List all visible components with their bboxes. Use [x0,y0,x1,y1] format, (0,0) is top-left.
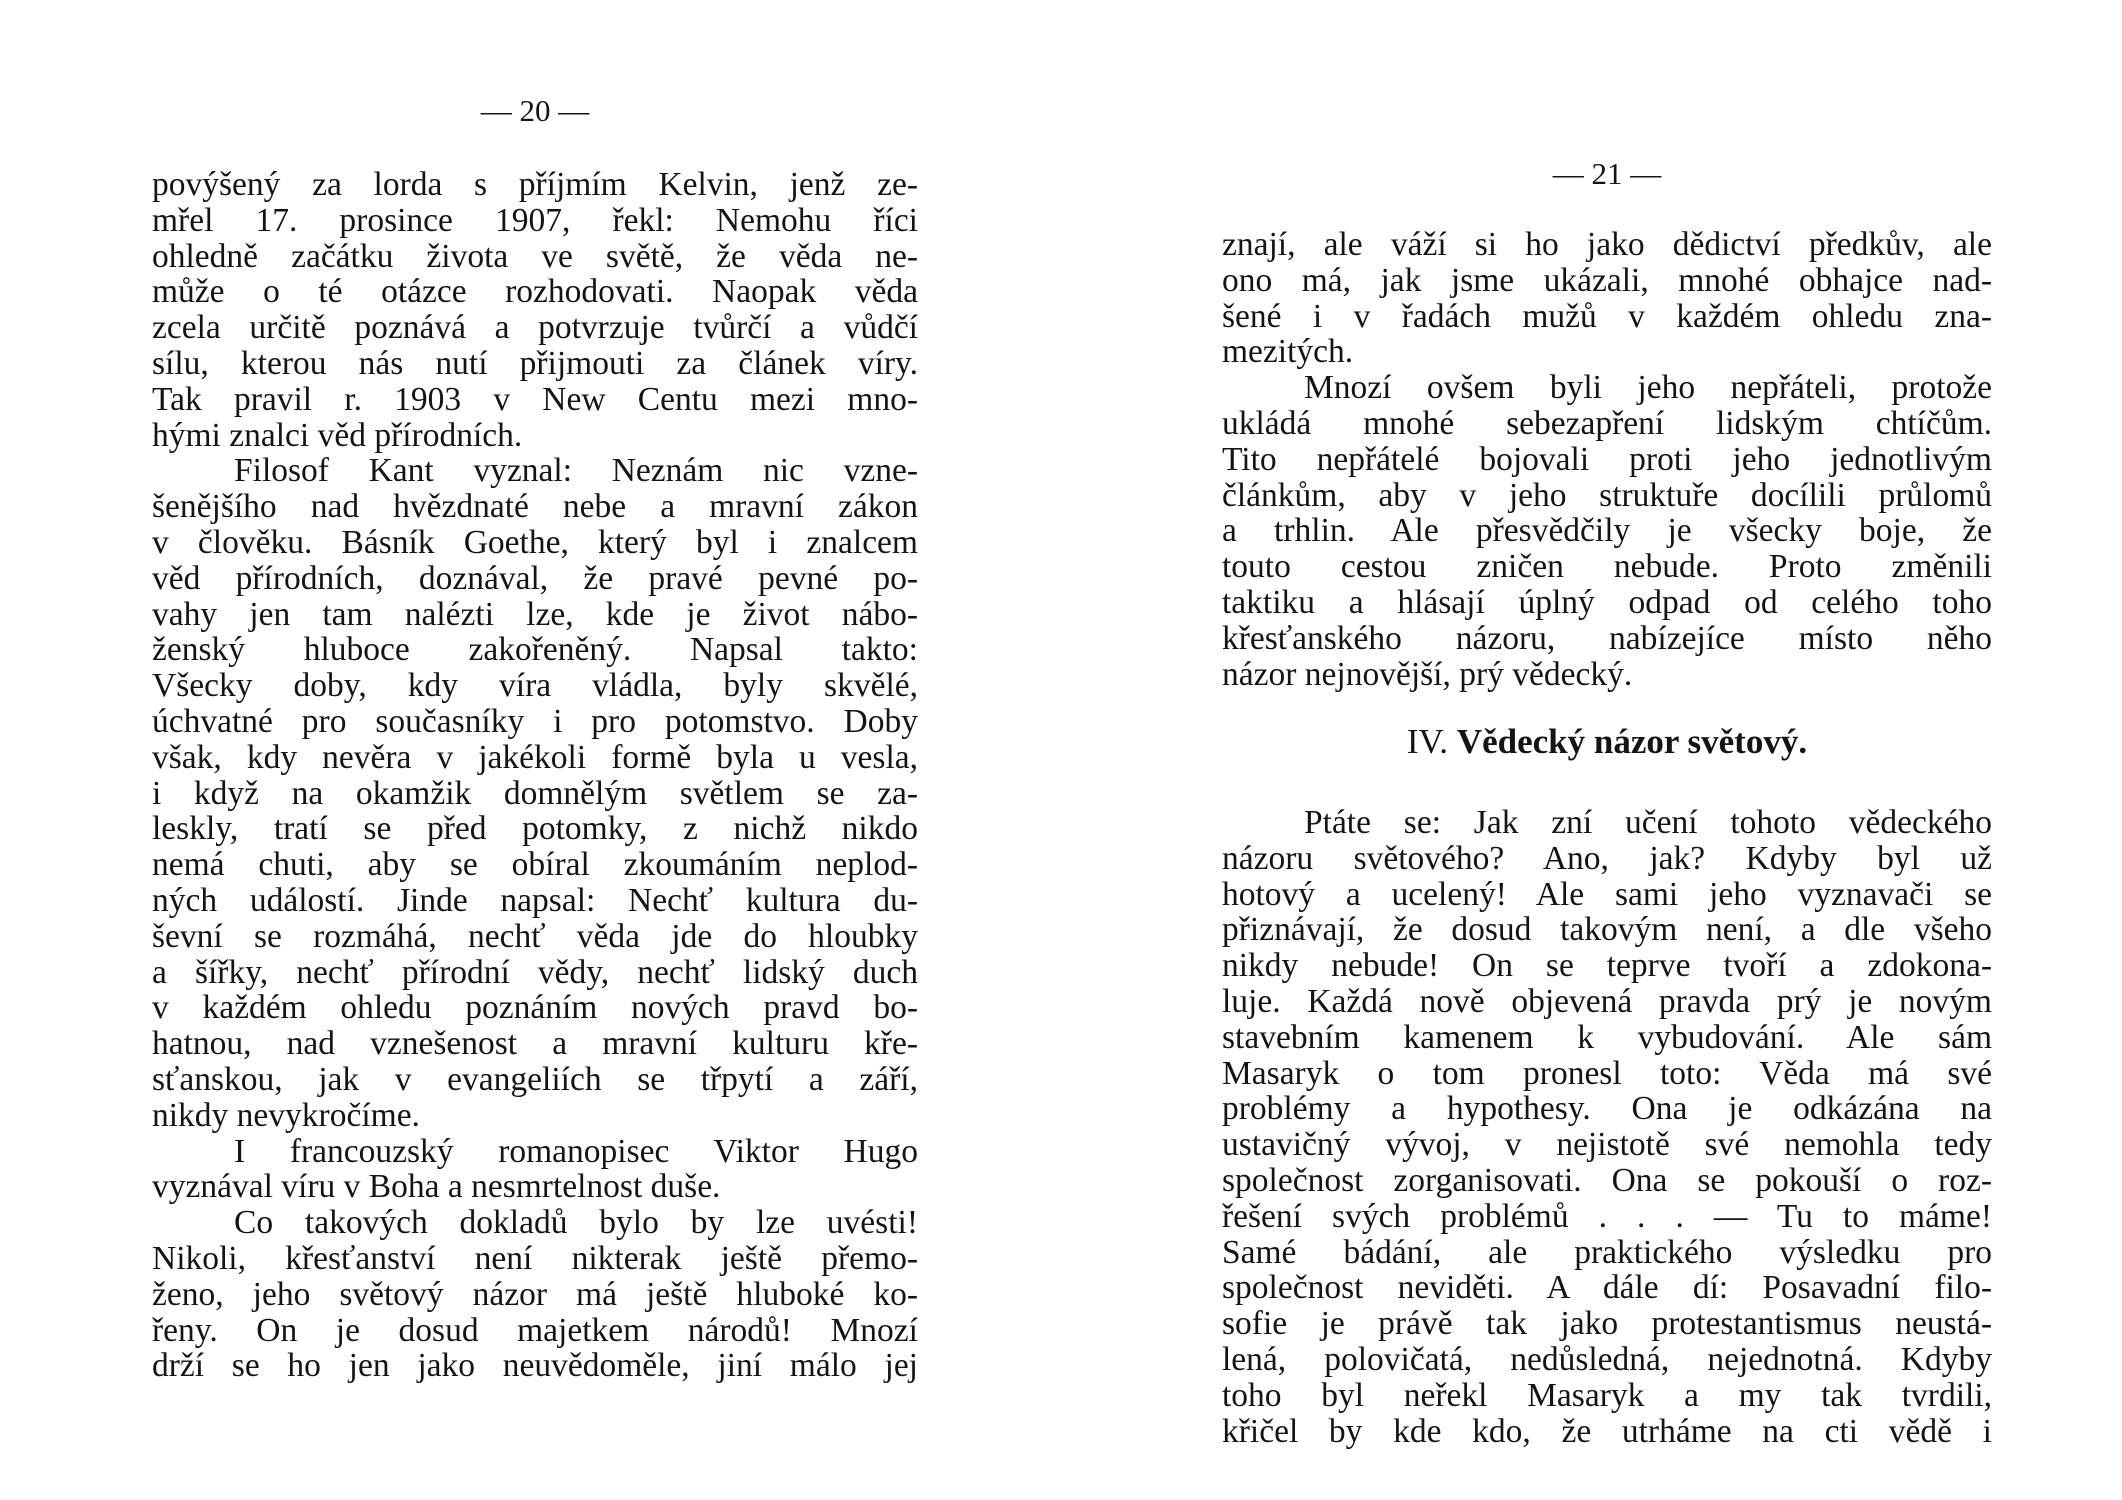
text-line: mezitých. [1222,333,1354,371]
text-line: Co takových dokladů bylo by lze uvésti! [234,1204,918,1242]
text-line: povýšený za lorda s příjmím Kelvin, jenž ze- [152,166,918,203]
text-line: názor nejnovější, prý vědecký. [1222,655,1633,693]
text-line: řeny. On je dosud majetkem národů! Mnozí [152,1311,918,1349]
text-line: řešení svých problémů . . . — Tu to máme! [1222,1197,1992,1235]
text-line: nemá chuti, aby se obíral zkoumáním neplod- [152,846,918,884]
text-line: lená, polovičatá, nedůsledná, nejednotná. Kdyby [1222,1340,1992,1378]
text-line: ohledně začátku života ve světě, že věda ne- [152,237,918,275]
text-line: článkům, aby v jeho struktuře docílili průlomů [1222,476,1992,514]
text-line: zcela určitě poznává a potvrzuje tvůrčí a vůdčí [152,309,918,347]
text-line: Samé bádání, ale praktického výsledku pro [1222,1233,1992,1271]
text-line: šenějšího nad hvězdnaté nebe a mravní zákon [152,488,918,526]
page-number: — 20 — [480,93,590,128]
page-text [1222,227,1992,692]
text-line: I francouzský romanopisec Viktor Hugo [234,1132,918,1170]
text-line: stavebním kamenem k vybudování. Ale sám [1222,1018,1992,1056]
text-line: Ptáte se: Jak zní učení tohoto vědeckého [1304,804,1992,841]
text-line: Tito nepřátelé bojovali proti jeho jednotlivým [1222,440,1992,478]
text-line: Tak pravil r. 1903 v New Centu mezi mno- [152,380,918,418]
text-line: ných událostí. Jinde napsal: Nechť kultura du- [152,881,918,919]
text-line: hými znalci věd přírodních. [152,416,523,454]
text-line: vyznával víru v Boha a nesmrtelnost duše. [152,1168,721,1206]
text-line: Všecky doby, kdy víra vládla, byly skvělé, [152,667,918,705]
text-line: ženský hluboce zakořeněný. Napsal takto: [152,631,918,669]
text-line: v každém ohledu poznáním nových pravd bo- [152,989,918,1027]
text-line: šené i v řadách mužů v každém ohledu zna- [1222,297,1992,335]
text-line: názoru světového? Ano, jak? Kdyby byl už [1222,839,1992,877]
text-line: ženo, jeho světový názor má ještě hluboké ko- [152,1275,918,1313]
page-number: — 21 — [1552,156,1662,191]
text-line: hotový a ucelený! Ale sami jeho vyznavači se [1222,875,1992,913]
text-line: sílu, kterou nás nutí přijmouti za článek víry. [152,344,918,382]
text-line: ono má, jak jsme ukázali, mnohé obhajce nad- [1222,261,1992,299]
text-line: sofie je právě tak jako protestantismus neustá- [1222,1305,1992,1343]
text-line: úchvatné pro současníky i pro potomstvo. Doby [152,702,918,740]
text-line: ustavičný vývoj, v nejistotě své nemohla tedy [1222,1126,1992,1164]
text-line: drží se ho jen jako neuvědoměle, jiní málo jej [152,1347,918,1385]
text-line: problémy a hypothesy. Ona je odkázána na [1222,1090,1992,1128]
text-line: ševní se rozmáhá, nechť věda jde do hloubky [152,917,918,955]
text-line: sťanskou, jak v evangeliích se třpytí a září, [152,1060,918,1098]
text-line: hatnou, nad vznešenost a mravní kulturu kře- [152,1025,918,1063]
text-line: znají, ale váží si ho jako dědictví předkův, ale [1222,226,1992,263]
text-line: přiznávají, že dosud takovým není, a dle všeho [1222,911,1992,949]
text-line: toho byl neřekl Masaryk a my tak tvrdili, [1222,1376,1992,1414]
page-text [152,167,918,1384]
text-line: Mnozí ovšem byli jeho nepřáteli, protože [1304,369,1992,407]
text-line: nikdy nevykročíme. [152,1096,420,1134]
text-line: a trhlin. Ale přesvědčily je všecky boje, že [1222,512,1992,550]
section-title: Vědecký názor světový. [1456,722,1808,761]
text-line: mřel 17. prosince 1907, řekl: Nemohu říci [152,201,918,239]
text-line: a šířky, nechť přírodní vědy, nechť lidský duch [152,953,918,991]
text-line: leskly, tratí se před potomky, z nichž nikdo [152,810,918,848]
text-line: luje. Každá nově objevená pravda prý je novým [1222,982,1992,1020]
text-line: věd přírodních, doznával, že pravé pevné po- [152,559,918,597]
text-line: Masaryk o tom pronesl toto: Věda má své [1222,1054,1992,1092]
text-line: může o té otázce rozhodovati. Naopak věda [152,273,918,311]
text-line: nikdy nebude! On se teprve tvoří a zdokona- [1222,947,1992,985]
text-line: ukládá mnohé sebezapření lidským chtíčům. [1222,404,1992,442]
text-line: společnost neviděti. A dále dí: Posavadní filo- [1222,1269,1992,1307]
text-line: i když na okamžik domnělým světlem se za- [152,774,918,812]
text-line: Filosof Kant vyznal: Neznám nic vzne- [234,452,918,490]
text-line: taktiku a hlásají úplný odpad od celého toho [1222,583,1992,621]
text-line: křičel by kde kdo, že utrháme na cti vědě i [1222,1412,1992,1450]
text-line: touto cestou zničen nebude. Proto změnili [1222,548,1992,586]
text-line: křesťanského názoru, nabízejíce místo něho [1222,619,1992,657]
text-line: však, kdy nevěra v jakékoli formě byla u vesla, [152,738,918,776]
section-number: IV. [1406,722,1449,761]
text-line: Nikoli, křesťanství není nikterak ještě přemo- [152,1239,918,1277]
text-line: vahy jen tam nalézti lze, kde je život nábo- [152,595,918,633]
text-line: v člověku. Básník Goethe, který byl i znalcem [152,523,918,561]
section-text [1222,805,1992,1449]
text-line: společnost zorganisovati. Ona se pokouší o roz- [1222,1161,1992,1199]
section-heading [1222,722,1992,762]
